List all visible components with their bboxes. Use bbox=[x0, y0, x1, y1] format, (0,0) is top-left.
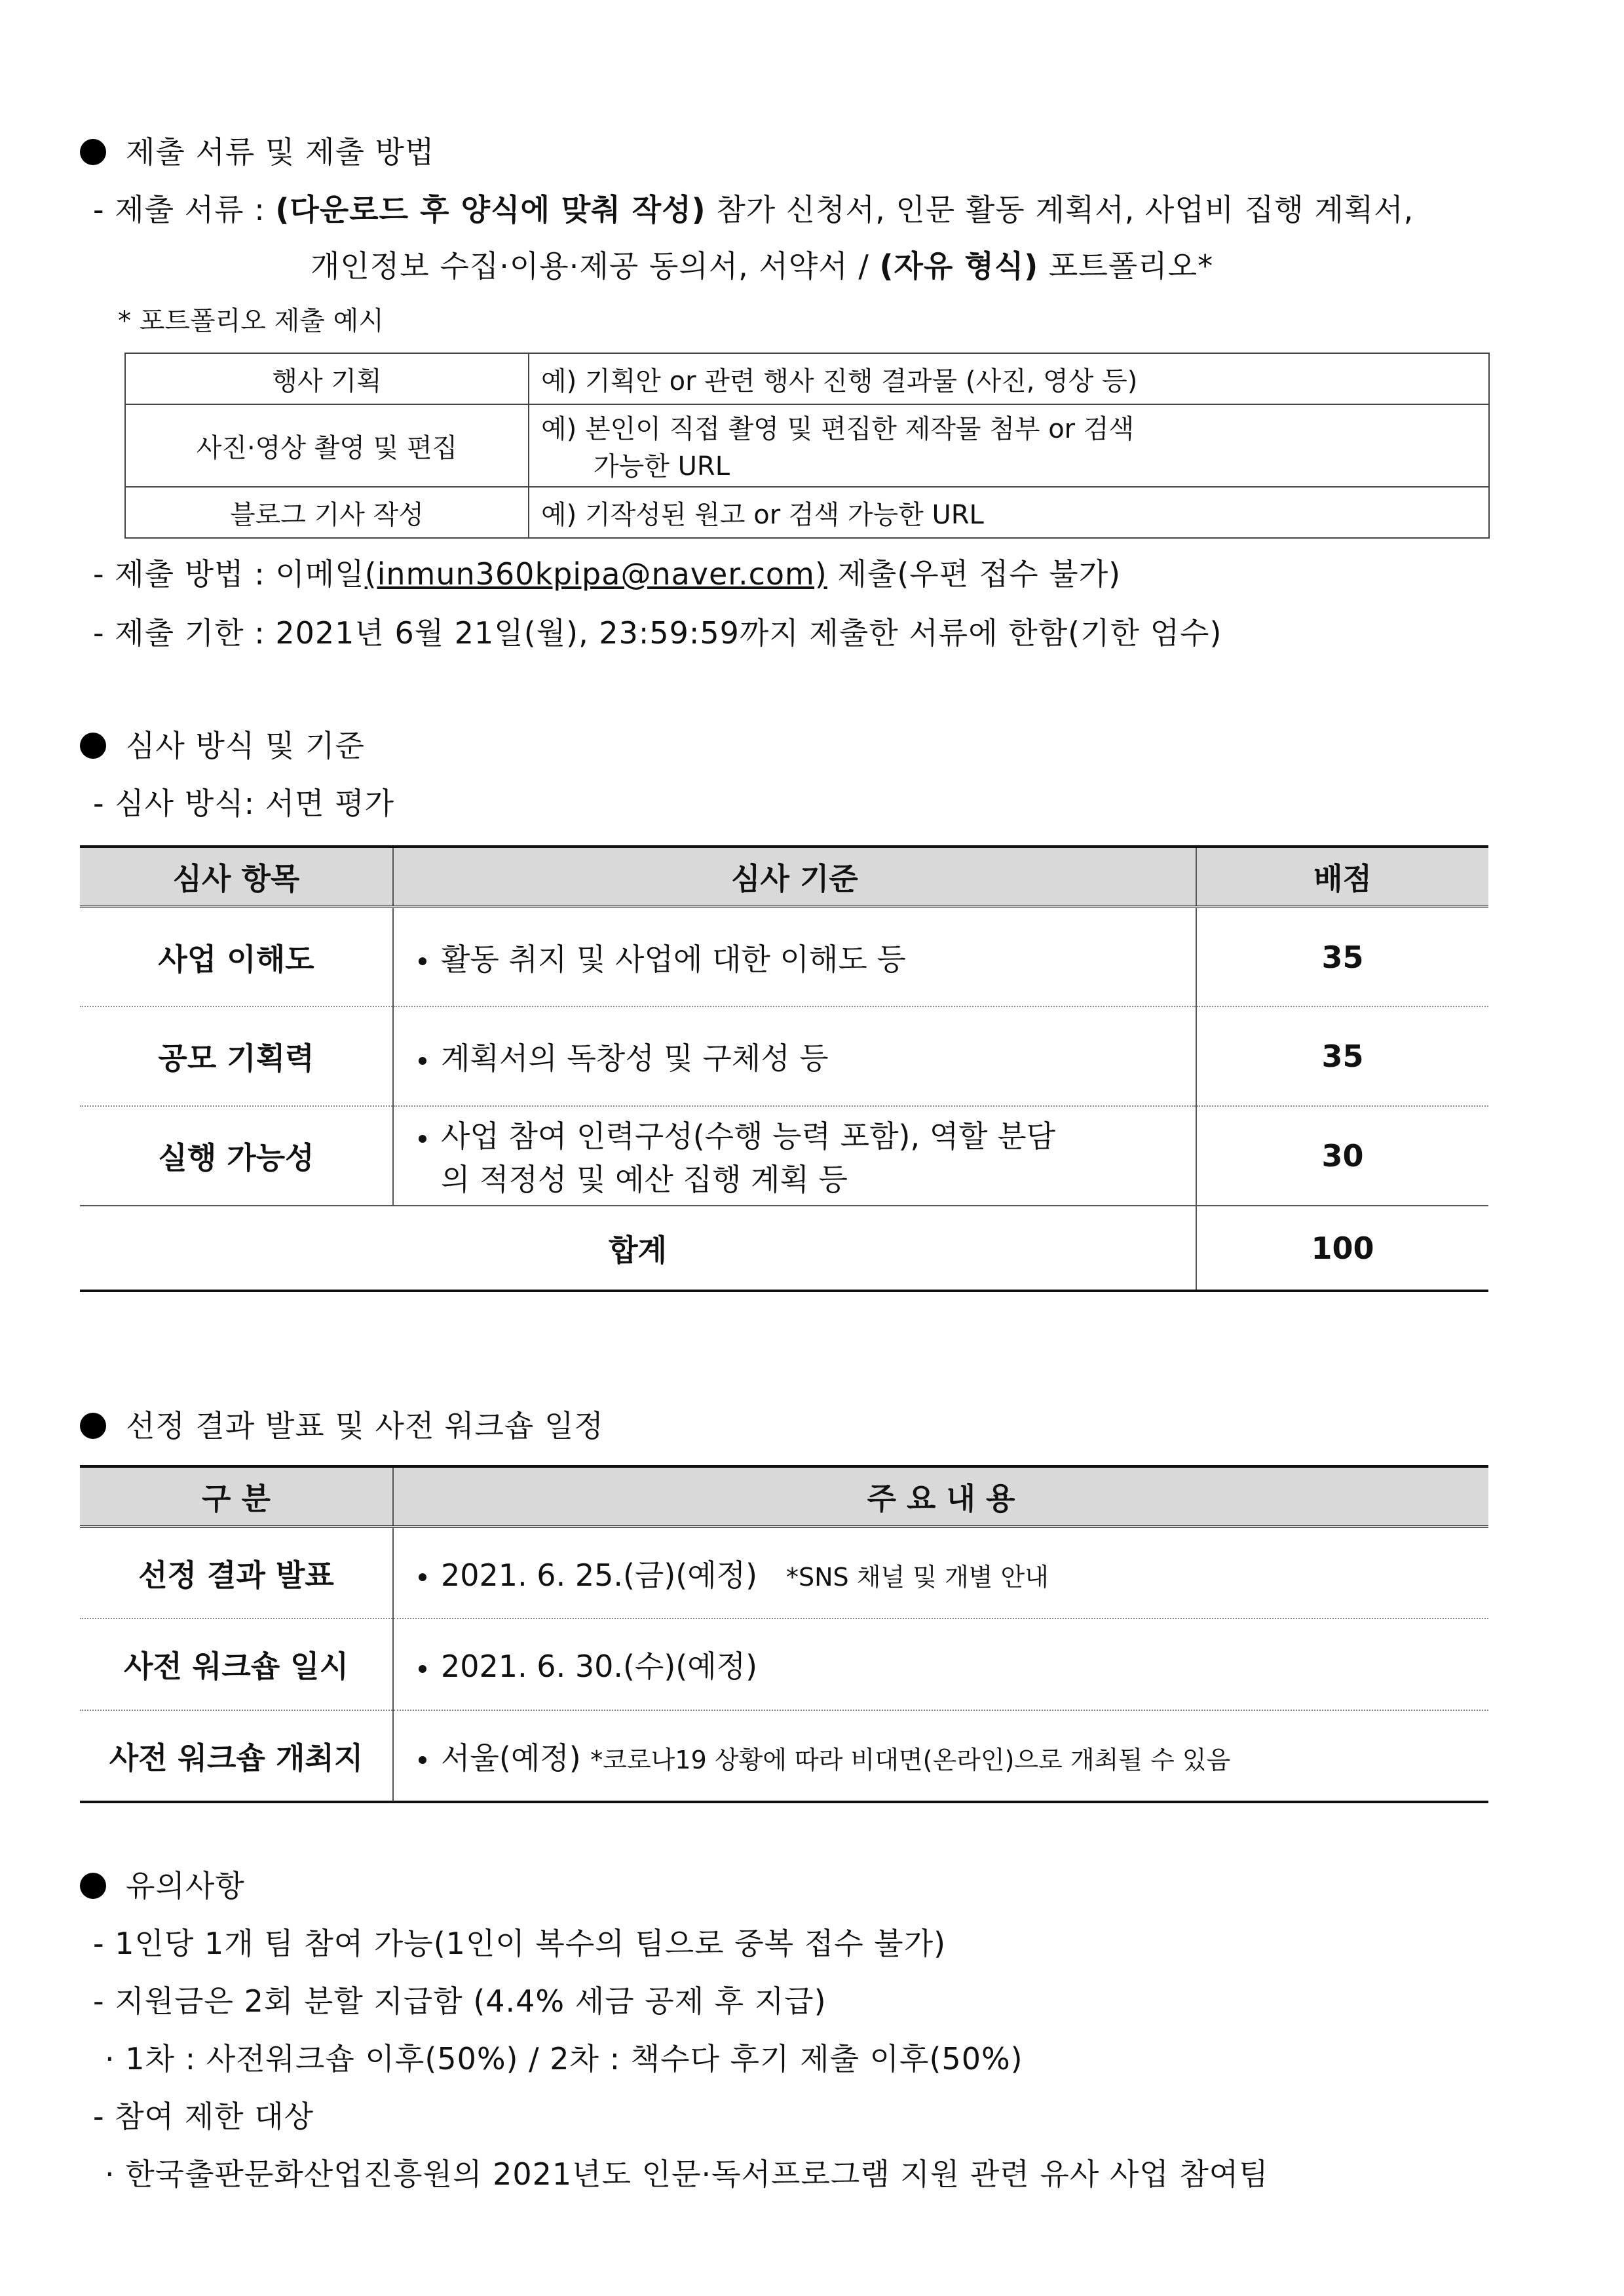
section-heading-submission: 제출 서류 및 제출 방법 bbox=[80, 128, 434, 172]
submission-docs-line2: 개인정보 수집·이용·제공 동의서, 서약서 / (자유 형식) 포트폴리오* bbox=[311, 248, 1214, 284]
bullet-dot-icon bbox=[419, 1665, 426, 1673]
review-item: 사업 이해도 bbox=[80, 907, 393, 1006]
submission-deadline: - 제출 기한 : 2021년 6월 21일(월), 23:59:59까지 제출한 서류에 한함(기한 엄수) bbox=[93, 615, 1222, 651]
review-item: 공모 기획력 bbox=[80, 1006, 393, 1106]
review-criteria-table bbox=[80, 845, 1488, 1292]
table-row bbox=[80, 1527, 1488, 1618]
table-row bbox=[80, 1106, 1488, 1206]
section-heading-notes: 유의사항 bbox=[80, 1862, 245, 1905]
header-category: 구 분 bbox=[80, 1466, 393, 1527]
schedule-table bbox=[80, 1465, 1488, 1803]
note-line: - 지원금은 2회 분할 지급함 (4.4% 세금 공제 후 지급) bbox=[93, 1983, 827, 2019]
portfolio-example: 예) 본인이 직접 촬영 및 편집한 제작물 첨부 or 검색 가능한 URL bbox=[529, 404, 1489, 487]
table-row bbox=[125, 353, 1489, 404]
table-total-row bbox=[80, 1206, 1488, 1291]
submission-method: - 제출 방법 : 이메일(inmun360kpipa@naver.com) 제출(우편 접수 불가) bbox=[93, 556, 1122, 592]
section-heading-review: 심사 방식 및 기준 bbox=[80, 722, 365, 765]
review-score: 30 bbox=[1196, 1106, 1488, 1206]
table-row bbox=[80, 1006, 1488, 1106]
bullet-dot-icon bbox=[419, 957, 426, 965]
note-line: - 1인당 1개 팀 참여 가능(1인이 복수의 팀으로 중복 접수 불가) bbox=[93, 1926, 947, 1961]
note-line: - 참여 제한 대상 bbox=[93, 2099, 314, 2134]
bullet-dot-icon bbox=[419, 1756, 426, 1764]
filled-circle-icon bbox=[80, 1873, 106, 1899]
submission-docs-line1: - 제출 서류 : (다운로드 후 양식에 맞춰 작성) 참가 신청서, 인문 활동 계획서, 사업비 집행 계획서, bbox=[93, 192, 1414, 227]
review-score: 35 bbox=[1196, 907, 1488, 1006]
header-score: 배점 bbox=[1196, 847, 1488, 907]
table-header-row bbox=[80, 847, 1488, 907]
review-criteria: 활동 취지 및 사업에 대한 이해도 등 bbox=[393, 907, 1196, 1006]
header-content: 주 요 내 용 bbox=[393, 1466, 1488, 1527]
schedule-content: 서울(예정) *코로나19 상황에 따라 비대면(온라인)으로 개최될 수 있음 bbox=[393, 1710, 1488, 1802]
schedule-content: 2021. 6. 25.(금)(예정) *SNS 채널 및 개별 안내 bbox=[393, 1527, 1488, 1618]
total-label: 합계 bbox=[609, 1232, 667, 1268]
portfolio-item: 행사 기획 bbox=[125, 353, 529, 404]
bullet-dot-icon bbox=[419, 1057, 426, 1065]
schedule-item: 사전 워크숍 일시 bbox=[80, 1618, 393, 1710]
header-item: 심사 항목 bbox=[80, 847, 393, 907]
note-line: · 1차 : 사전워크숍 이후(50%) / 2차 : 책수다 후기 제출 이후(50%) bbox=[105, 2041, 1023, 2076]
total-score: 100 bbox=[1196, 1206, 1488, 1291]
review-method: - 심사 방식: 서면 평가 bbox=[93, 786, 395, 821]
note-line: · 한국출판문화산업진흥원의 2021년도 인문·독서프로그램 지원 관련 유사 사업 참여팀 bbox=[105, 2156, 1269, 2192]
table-row bbox=[80, 907, 1488, 1006]
bullet-dot-icon bbox=[419, 1573, 426, 1581]
header-criteria: 심사 기준 bbox=[393, 847, 1196, 907]
portfolio-item: 블로그 기사 작성 bbox=[125, 487, 529, 538]
review-score: 35 bbox=[1196, 1006, 1488, 1106]
review-criteria: 계획서의 독창성 및 구체성 등 bbox=[393, 1006, 1196, 1106]
portfolio-example: 예) 기작성된 원고 or 검색 가능한 URL bbox=[529, 487, 1489, 538]
table-row bbox=[125, 404, 1489, 487]
email-link[interactable]: (inmun360kpipa@naver.com) bbox=[364, 556, 827, 592]
portfolio-examples-table bbox=[124, 353, 1490, 539]
portfolio-example: 예) 기획안 or 관련 행사 진행 결과물 (사진, 영상 등) bbox=[529, 353, 1489, 404]
table-row bbox=[80, 1618, 1488, 1710]
portfolio-item: 사진·영상 촬영 및 편집 bbox=[125, 404, 529, 487]
table-row bbox=[125, 487, 1489, 538]
filled-circle-icon bbox=[80, 733, 106, 759]
filled-circle-icon bbox=[80, 1413, 106, 1439]
schedule-item: 선정 결과 발표 bbox=[80, 1527, 393, 1618]
table-header-row bbox=[80, 1466, 1488, 1527]
filled-circle-icon bbox=[80, 139, 106, 165]
bullet-dot-icon bbox=[419, 1135, 426, 1143]
section-heading-schedule: 선정 결과 발표 및 사전 워크숍 일정 bbox=[80, 1402, 604, 1445]
review-criteria: 사업 참여 인력구성(수행 능력 포함), 역할 분담 의 적정성 및 예산 집행 계획 등 bbox=[393, 1106, 1196, 1206]
portfolio-note: * 포트폴리오 제출 예시 bbox=[118, 306, 384, 336]
table-row bbox=[80, 1710, 1488, 1802]
schedule-content: 2021. 6. 30.(수)(예정) bbox=[393, 1618, 1488, 1710]
review-item: 실행 가능성 bbox=[80, 1106, 393, 1206]
schedule-item: 사전 워크숍 개최지 bbox=[80, 1710, 393, 1802]
